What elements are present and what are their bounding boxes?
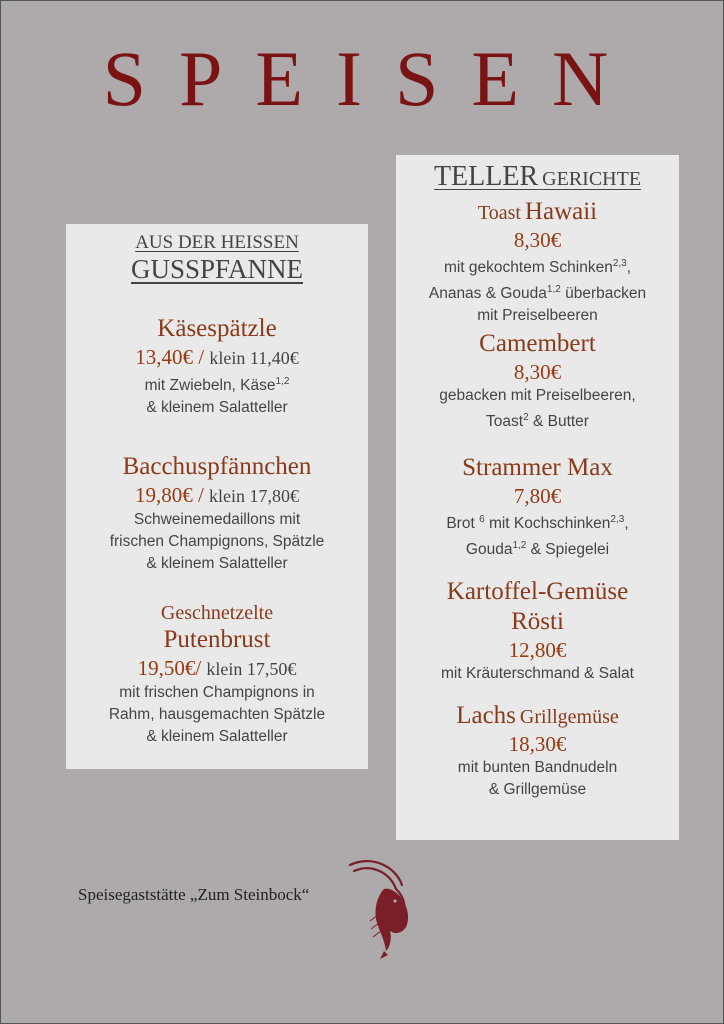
dish-desc: mit Preiselbeeren: [477, 307, 598, 325]
dish-desc: frischen Champignons, Spätzle: [109, 533, 325, 550]
dish-kartoffel-roesti: [396, 577, 679, 685]
dish-price: 19,80€ / klein 17,80€: [134, 483, 300, 507]
dish-desc: & kleinem Salatteller: [146, 728, 288, 745]
dish-bacchuspfaennchen: [66, 452, 368, 575]
dish-strammer-max: [396, 453, 679, 561]
dish-price: 12,80€: [508, 638, 567, 662]
dish-lachs: [396, 701, 679, 801]
dish-name: Lachs Grillgemüse: [456, 702, 619, 729]
dish-price: 8,30€: [513, 360, 562, 384]
dish-putenbrust: [66, 602, 368, 748]
dish-desc: Ananas & Gouda$^{1,2}$ überbacken: [428, 284, 647, 303]
dish-toast-hawaii: [396, 197, 679, 327]
dish-desc: mit frischen Champignons in: [119, 684, 315, 701]
dish-name: Putenbrust: [163, 626, 271, 653]
dish-name: Käsespätzle: [157, 315, 277, 342]
dish-desc: Schweinemedaillons mit: [133, 511, 301, 528]
dish-price: 19,50€/ klein 17,50€: [137, 656, 297, 680]
dish-desc: Brot $^6$ mit Kochschinken$^{2,3}$,: [446, 514, 629, 533]
header-big: TELLER: [433, 161, 539, 192]
dish-price: 13,40€ / klein 11,40€: [135, 345, 299, 369]
dish-desc: gebacken mit Preiselbeeren,: [439, 387, 636, 404]
dish-desc: mit Zwiebeln, Käse$^{1,2}$: [144, 376, 290, 395]
dish-desc: mit gekochtem Schinken$^{2,3}$,: [443, 258, 632, 277]
panel-header: [66, 232, 368, 285]
dish-pre: Geschnetzelte: [160, 602, 274, 624]
dish-desc: Rahm, hausgemachten Spätzle: [108, 706, 326, 723]
dish-name: Kartoffel-Gemüse: [446, 578, 629, 605]
dish-price: 7,80€: [513, 484, 562, 508]
header-small: AUS DER HEISSEN: [135, 232, 299, 253]
dish-name: Toast Hawaii: [477, 198, 598, 225]
dish-desc: & Grillgemüse: [488, 781, 587, 798]
dish-desc: Gouda$^{1,2}$ & Spiegelei: [465, 540, 610, 559]
dish-price: 8,30€: [513, 228, 562, 252]
restaurant-name: Speisegaststätte „Zum Steinbock“: [78, 885, 310, 904]
page-title: SPEISEN: [102, 35, 642, 122]
dish-name: Camembert: [479, 330, 596, 357]
dish-desc: & kleinem Salatteller: [146, 399, 288, 417]
dish-desc: Toast$^2$ & Butter: [486, 412, 589, 431]
panel-gusspfanne: [66, 224, 368, 769]
dish-name: Strammer Max: [462, 454, 613, 481]
dish-name: Bacchuspfännchen: [122, 453, 312, 480]
header-big: GUSSPFANNE: [130, 254, 304, 284]
dish-desc: mit bunten Bandnudeln: [457, 759, 618, 776]
ibex-logo-icon: [340, 855, 420, 960]
panel-header: [396, 161, 679, 193]
dish-name-line2: Rösti: [511, 608, 564, 635]
dish-desc: mit Kräuterschmand & Salat: [441, 665, 634, 682]
header-small: GERICHTE: [542, 168, 642, 190]
panel-tellergerichte: [396, 155, 679, 840]
dish-desc: & kleinem Salatteller: [146, 555, 288, 572]
dish-kaesespaetzle: [66, 314, 368, 419]
dish-price: 18,30€: [508, 732, 567, 756]
dish-camembert: [396, 329, 679, 433]
